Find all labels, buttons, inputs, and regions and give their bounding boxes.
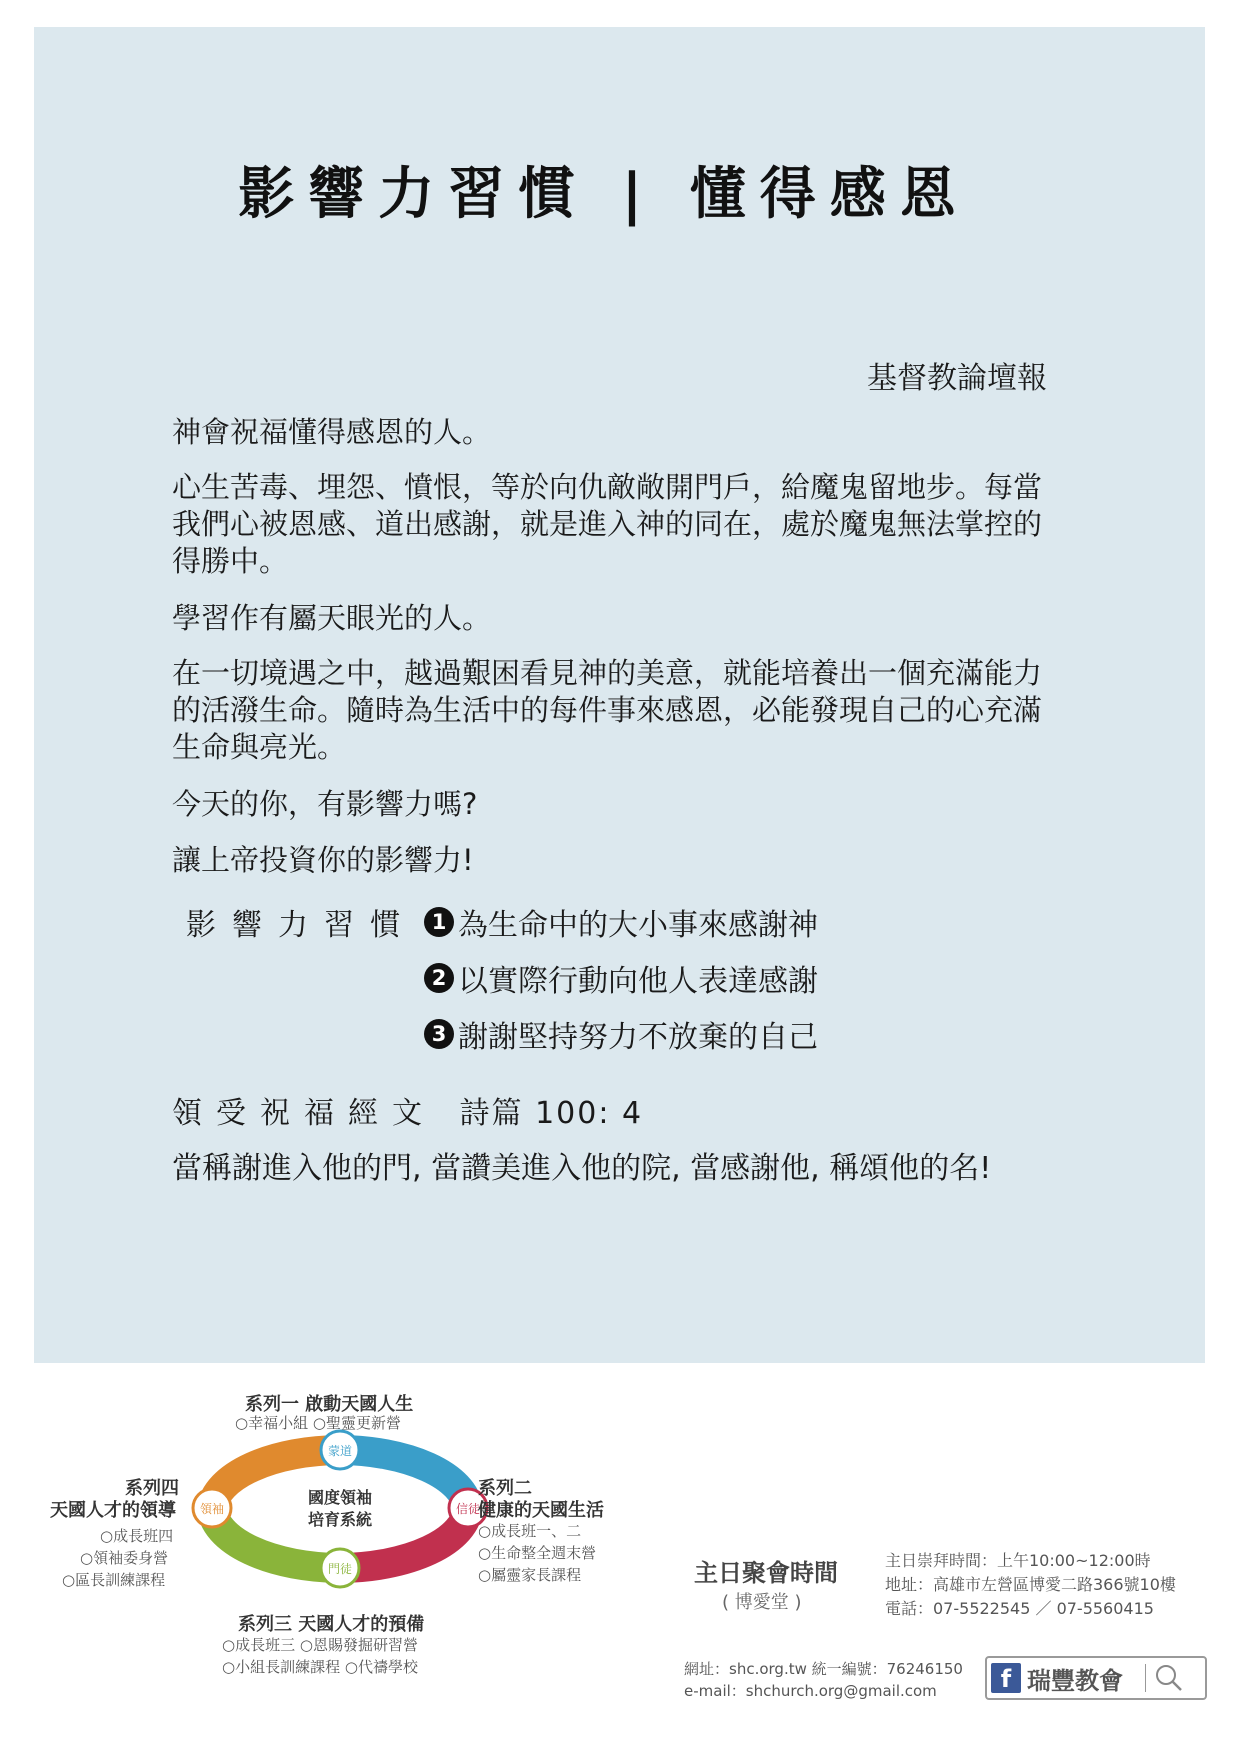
series4-item: ○領袖委身營: [80, 1549, 169, 1567]
verse-label: 領受祝福經文: [172, 1096, 436, 1131]
habit-item: [424, 1012, 818, 1056]
website-info: 網址：shc.org.tw 統一編號：76246150: [684, 1660, 963, 1678]
series3-item: ○小組長訓練課程 ○代禱學校: [222, 1658, 418, 1676]
worship-location: ( 博愛堂 ): [722, 1592, 802, 1613]
habits-label: 影響力習慣: [186, 908, 416, 943]
node-label: 蒙道: [327, 1444, 353, 1458]
node-label: 門徒: [327, 1562, 353, 1576]
series2-subtitle: 健康的天國生活: [478, 1500, 604, 1521]
verse-text: 當稱謝進入他的門, 當讚美進入他的院, 當感謝他, 稱頌他的名!: [172, 1151, 992, 1186]
paragraph: 學習作有屬天眼光的人。: [172, 601, 492, 635]
leadership-diagram: [40, 1390, 640, 1700]
number-badge: 3: [424, 1019, 454, 1049]
habit-item: [424, 956, 818, 1000]
verse-label-line: [172, 1088, 643, 1132]
number-badge: 2: [424, 963, 454, 993]
facebook-icon: f: [991, 1663, 1021, 1693]
worship-title: 主日聚會時間: [694, 1559, 838, 1587]
church-address: 地址：高雄市左營區博愛二路366號10樓: [885, 1575, 1176, 1594]
habit-item: [424, 900, 818, 944]
paragraph: 在一切境遇之中，越過艱困看見神的美意，就能培養出一個充滿能力的活潑生命。隨時為生活中的每件事來感恩，必能發現自己的心充滿生命與亮光。: [172, 656, 1043, 764]
series4-item: ○成長班四: [100, 1527, 174, 1545]
series2-item: ○屬靈家長課程: [478, 1566, 582, 1584]
series3-item: ○成長班三 ○恩賜發掘研習營: [222, 1636, 418, 1654]
facebook-page-name: 瑞豐教會: [1027, 1666, 1123, 1695]
paragraph: 今天的你，有影響力嗎?: [172, 787, 478, 821]
series3-title: 系列三 天國人才的預備: [238, 1614, 425, 1635]
series2-item: ○生命整全週末營: [478, 1544, 597, 1562]
series2-title: 系列二: [478, 1478, 532, 1499]
node-label: 信徒: [455, 1502, 481, 1516]
article-source: 基督教論壇報: [867, 361, 1047, 396]
habit-text: 以實際行動向他人表達感謝: [458, 964, 818, 999]
series1-title: 系列一 啟動天國人生: [245, 1394, 414, 1415]
center-label: 國度領袖: [307, 1488, 373, 1507]
verse-reference: 詩篇 100: 4: [459, 1096, 644, 1131]
church-phone: 電話：07-5522545 ／ 07-5560415: [885, 1599, 1154, 1618]
series2-item: ○成長班一、二: [478, 1522, 582, 1540]
node-label: 領袖: [199, 1502, 225, 1516]
article-title: 影響力習慣 | 懂得感恩: [238, 162, 970, 227]
series4-subtitle: 天國人才的領導: [50, 1500, 176, 1521]
habit-text: 為生命中的大小事來感謝神: [458, 908, 818, 943]
search-icon[interactable]: [1154, 1663, 1184, 1693]
paragraph: 心生苦毒、埋怨、憤恨，等於向仇敵敞開門戶，給魔鬼留地步。每當我們心被恩感、道出感謝，就是進入神的同在，處於魔鬼無法掌控的得勝中。: [172, 470, 1043, 578]
service-time: 主日崇拜時間：上午10:00~12:00時: [885, 1551, 1151, 1570]
series1-items: ○幸福小組 ○聖靈更新營: [235, 1414, 401, 1432]
habit-text: 謝謝堅持努力不放棄的自己: [458, 1020, 818, 1055]
series4-item: ○區長訓練課程: [62, 1571, 166, 1589]
paragraph: 讓上帝投資你的影響力!: [172, 843, 474, 877]
series4-title: 系列四: [125, 1478, 179, 1499]
number-badge: 1: [424, 907, 454, 937]
divider: [1145, 1664, 1146, 1692]
center-label: 培育系統: [307, 1510, 373, 1529]
facebook-search-box[interactable]: [985, 1656, 1207, 1700]
email-info: e-mail：shchurch.org@gmail.com: [684, 1682, 937, 1700]
paragraph: 神會祝福懂得感恩的人。: [172, 415, 492, 449]
